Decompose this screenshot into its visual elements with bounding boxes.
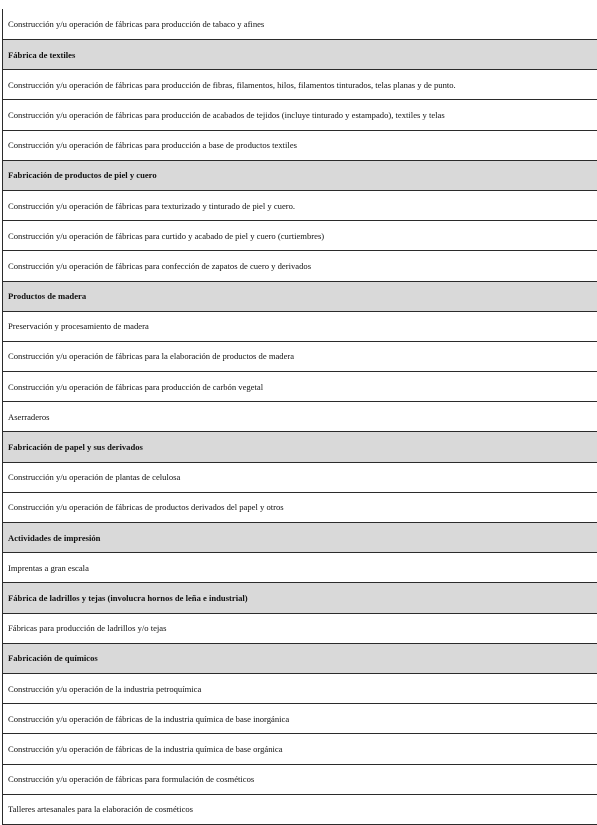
activity-item: Imprentas a gran escala [3,553,597,583]
activity-item: Construcción y/u operación de fábricas para curtido y acabado de piel y cuero (curtiembres) [3,221,597,251]
activities-table [2,9,597,825]
activity-item: Construcción y/u operación de fábricas para texturizado y tinturado de piel y cuero. [3,190,597,220]
activity-item: Construcción y/u operación de fábricas para formulación de cosméticos [3,764,597,794]
activity-item: Construcción y/u operación de fábricas para producción a base de productos textiles [3,130,597,160]
category-header: Fabricación de papel y sus derivados [3,432,597,462]
activity-item: Construcción y/u operación de fábricas para confección de zapatos de cuero y derivados [3,251,597,281]
activity-item: Construcción y/u operación de fábricas para producción de carbón vegetal [3,372,597,402]
activity-item: Talleres artesanales para la elaboración de cosméticos [3,794,597,824]
activities-table-body [3,9,597,824]
activity-item: Aserraderos [3,402,597,432]
category-header: Productos de madera [3,281,597,311]
activity-item: Preservación y procesamiento de madera [3,311,597,341]
activity-item: Construcción y/u operación de plantas de celulosa [3,462,597,492]
category-header: Actividades de impresión [3,523,597,553]
activity-item: Construcción y/u operación de fábricas para producción de acabados de tejidos (incluye tinturado y estampado), textiles y telas [3,100,597,130]
activity-item: Fábricas para producción de ladrillos y/o tejas [3,613,597,643]
category-header: Fabricación de químicos [3,643,597,673]
category-header: Fábrica de textiles [3,40,597,70]
activity-item: Construcción y/u operación de la industria petroquímica [3,673,597,703]
category-header: Fábrica de ladrillos y tejas (involucra hornos de leña e industrial) [3,583,597,613]
activity-item: Construcción y/u operación de fábricas para la elaboración de productos de madera [3,341,597,371]
activity-item: Construcción y/u operación de fábricas de productos derivados del papel y otros [3,492,597,522]
activity-item: Construcción y/u operación de fábricas de la industria química de base orgánica [3,734,597,764]
activity-item: Construcción y/u operación de fábricas de la industria química de base inorgánica [3,704,597,734]
category-header: Fabricación de productos de piel y cuero [3,160,597,190]
activity-item: Construcción y/u operación de fábricas para producción de tabaco y afines [3,9,597,40]
activity-item: Construcción y/u operación de fábricas para producción de fibras, filamentos, hilos, filamentos tinturados, telas planas y de punto. [3,70,597,100]
